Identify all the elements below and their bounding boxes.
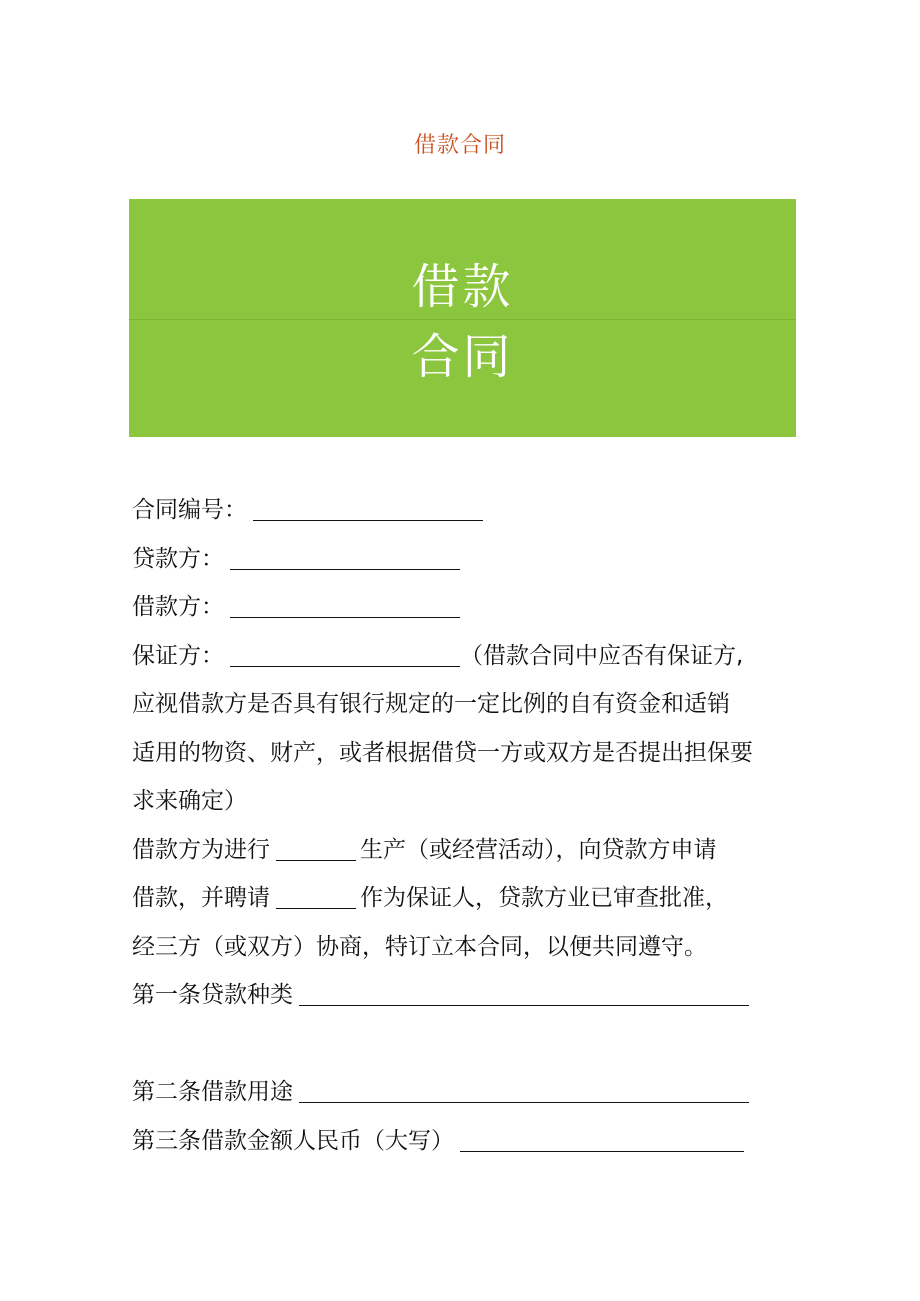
guarantor-name-blank (276, 882, 356, 909)
document-title: 借款合同 (413, 133, 506, 158)
contract-number-label: 合同编号： (132, 497, 247, 523)
guarantor-note-line-3: 适用的物资、财产，或者根据借贷一方或双方是否提出担保要 (132, 739, 753, 766)
intro-line-1 (132, 826, 812, 875)
article-3-label: 第三条借款金额人民币（大写） (132, 1127, 454, 1154)
borrower-row (132, 583, 812, 632)
article-1-label: 第一条贷款种类 (132, 982, 293, 1008)
article-1-blank (299, 979, 749, 1006)
lender-blank (230, 543, 460, 570)
cover-title-line-2: 合同 (411, 329, 514, 385)
guarantor-note-line-4: 求来确定） (132, 788, 247, 814)
article-spacer (132, 1020, 812, 1069)
article-2-blank (299, 1076, 749, 1103)
borrower-label: 借款方： (132, 594, 224, 620)
article-1-row (132, 971, 812, 1020)
article-3-blank (460, 1125, 744, 1152)
guarantor-note-line-1: （借款合同中应否有保证方, (460, 642, 744, 669)
guarantor-row (132, 632, 812, 681)
intro-line-1-b: 生产（或经营活动），向贷款方申请 (360, 836, 717, 863)
intro-line-2-b: 作为保证人，贷款方业已审查批准， (360, 885, 728, 911)
article-2-label: 第二条借款用途 (132, 1079, 293, 1105)
intro-line-2 (132, 874, 812, 923)
article-2-row (132, 1068, 812, 1117)
article-3-row (132, 1117, 812, 1166)
lender-label: 贷款方： (132, 545, 224, 572)
cover-banner (129, 199, 796, 437)
cover-divider (129, 319, 796, 320)
contract-number-blank (253, 494, 483, 521)
guarantor-blank (230, 640, 460, 667)
contract-number-row (132, 486, 812, 535)
production-blank (276, 834, 356, 861)
guarantor-label: 保证方： (132, 642, 224, 669)
contract-body (132, 486, 812, 1165)
intro-line-3: 经三方（或双方）协商，特订立本合同，以便共同遵守。 (132, 933, 707, 960)
borrower-blank (230, 591, 460, 618)
guarantor-note-line-2: 应视借款方是否具有银行规定的一定比例的自有资金和适销 (132, 691, 730, 717)
intro-line-2-a: 借款，并聘请 (132, 885, 270, 911)
cover-title-line-1: 借款 (411, 259, 514, 315)
intro-line-1-a: 借款方为进行 (132, 836, 270, 863)
lender-row (132, 535, 812, 584)
